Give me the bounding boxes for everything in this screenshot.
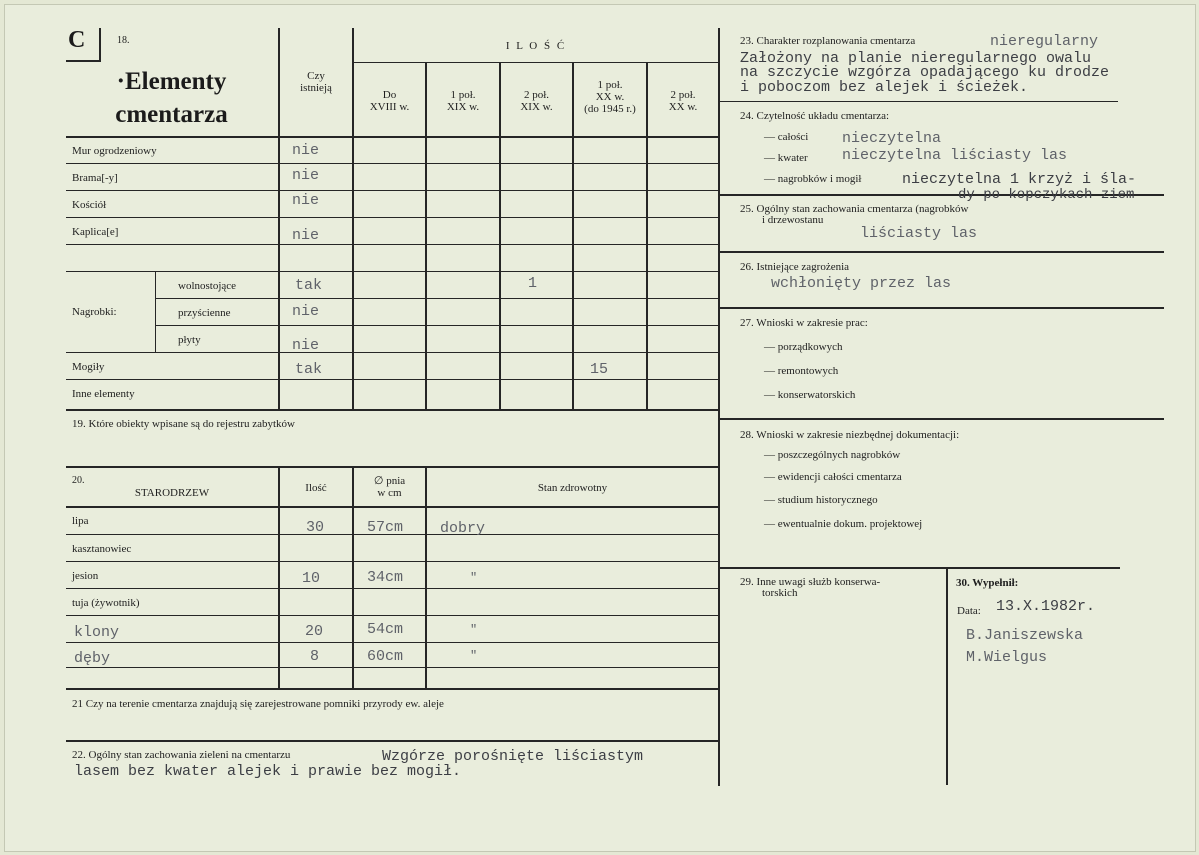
period-header: 2 poł. XX w.: [668, 89, 698, 113]
tree-stan: ": [470, 649, 478, 663]
q24-item-label: — kwater: [764, 152, 808, 164]
q30-name: B.Janiszewska: [966, 627, 1084, 644]
divider: [66, 244, 718, 245]
q28-label: 28. Wnioski w zakresie niezbędnej dokumentacji:: [740, 429, 960, 441]
q23-line3: i poboczom bez alejek i ścieżek.: [740, 79, 1029, 96]
element-label: Mur ogrodzeniowy: [72, 145, 157, 157]
q22-line1: Wzgórze porośnięte liściastym: [382, 748, 644, 765]
tree-name: kasztanowiec: [72, 543, 132, 555]
period-header: 2 poł. XIX w.: [520, 89, 553, 113]
period-header: 1 poł. XX w. (do 1945 r.): [584, 79, 636, 115]
tree-ilosc: 10: [302, 570, 321, 587]
divider: [425, 62, 427, 410]
divider: [66, 642, 718, 643]
tree-pnia: 54cm: [367, 621, 404, 638]
divider: [66, 190, 718, 191]
exists-value: nie: [292, 142, 320, 159]
divider: [720, 567, 1120, 569]
section-number: 18.: [117, 35, 130, 46]
divider: [66, 561, 718, 562]
divider: [66, 506, 718, 508]
divider: [66, 688, 718, 690]
divider: [946, 567, 948, 785]
divider: [155, 325, 718, 326]
count-value: 15: [590, 361, 609, 378]
tree-ilosc: 8: [310, 648, 320, 665]
col-pnia: ∅ pnia w cm: [373, 475, 406, 499]
divider: [720, 251, 1164, 253]
tree-pnia: 34cm: [367, 569, 404, 586]
q30-date-label: Data:: [957, 605, 981, 617]
q27-item: — konserwatorskich: [764, 389, 856, 401]
q24-label: 24. Czytelność układu cmentarza:: [740, 110, 890, 122]
q21-label: 21 Czy na terenie cmentarza znajdują się zarejestrowane pomniki przyrody ew. aleje: [72, 698, 444, 710]
q20-number: 20.: [72, 475, 85, 486]
divider: [499, 62, 501, 410]
tree-name: tuja (żywotnik): [72, 597, 140, 609]
q28-item: — ewidencji całości cmentarza: [764, 471, 902, 483]
divider: [66, 379, 718, 380]
col-ilosc: Ilość: [305, 482, 327, 494]
tree-ilosc: 20: [305, 623, 324, 640]
q23-answer: nieregularny: [990, 33, 1099, 50]
element-label: Inne elementy: [72, 388, 135, 400]
q27-item: — porządkowych: [764, 341, 843, 353]
element-label: Brama[-y]: [72, 172, 118, 184]
q30-date: 13.X.1982r.: [996, 598, 1096, 615]
divider: [66, 667, 718, 668]
nagrobki-label: Nagrobki:: [72, 306, 117, 318]
q23-label: 23. Charakter rozplanowania cmentarza: [740, 35, 916, 47]
exists-value: nie: [292, 192, 320, 209]
divider: [352, 466, 354, 688]
exists-value: tak: [295, 361, 323, 378]
q23-line1: Założony na planie nieregularnego owalu: [740, 50, 1092, 67]
q25-label: 25. Ogólny stan zachowania cmentarza (nagrobków: [740, 203, 969, 215]
tree-name: klony: [74, 624, 120, 641]
period-header: Do XVIII w.: [369, 89, 410, 113]
exists-value: tak: [295, 277, 323, 294]
q20-title: STARODRZEW: [134, 487, 210, 499]
q24-item-label: — nagrobków i mogił: [764, 173, 862, 185]
tree-name: lipa: [72, 515, 89, 527]
tree-stan: ": [470, 623, 478, 637]
element-label: przyścienne: [178, 307, 231, 319]
tree-stan: dobry: [440, 520, 486, 537]
q22-label: 22. Ogólny stan zachowania zieleni na cmentarzu: [72, 749, 291, 761]
q23-line2: na szczycie wzgórza opadającego ku drodze: [740, 64, 1110, 81]
divider: [66, 466, 718, 468]
element-label: Mogiły: [72, 361, 105, 373]
divider: [66, 352, 718, 353]
q24-item-value: nieczytelna liściasty las: [842, 147, 1068, 164]
exists-header: Czy istnieją: [300, 70, 332, 94]
divider: [66, 271, 718, 272]
title-line2: cmentarza: [115, 101, 228, 128]
quantity-header: I L O Ś Ć: [505, 40, 567, 52]
tree-ilosc: 30: [306, 519, 325, 536]
q27-label: 27. Wnioski w zakresie prac:: [740, 317, 868, 329]
q19-label: 19. Które obiekty wpisane są do rejestru zabytków: [72, 418, 295, 430]
q28-item: — ewentualnie dokum. projektowej: [764, 518, 923, 530]
divider: [99, 28, 101, 62]
element-label: Kościół: [72, 199, 107, 211]
divider: [718, 28, 720, 786]
q28-item: — poszczególnych nagrobków: [764, 449, 901, 461]
exists-value: nie: [292, 167, 320, 184]
divider: [720, 101, 1118, 102]
q24-item-value: nieczytelna: [842, 130, 942, 147]
section-letter: C: [68, 27, 86, 53]
divider: [66, 60, 100, 62]
exists-value: nie: [292, 227, 320, 244]
q30-name: M.Wielgus: [966, 649, 1048, 666]
divider: [66, 588, 718, 589]
q26-value: wchłonięty przez las: [771, 275, 952, 292]
divider: [720, 307, 1164, 309]
q29-label-cont: torskich: [762, 587, 798, 599]
q25-value: liściasty las: [860, 225, 978, 242]
divider: [425, 466, 427, 688]
divider: [66, 615, 718, 616]
period-header: 1 poł. XIX w.: [446, 89, 480, 113]
divider: [646, 62, 648, 410]
q22-line2: lasem bez kwater alejek i prawie bez mogił.: [74, 763, 462, 780]
q26-label: 26. Istniejące zagrożenia: [740, 261, 850, 273]
divider: [155, 298, 718, 299]
divider: [278, 466, 280, 688]
divider: [66, 409, 718, 411]
tree-pnia: 57cm: [367, 519, 404, 536]
q24-item-value: nieczytelna 1 krzyż i śla-: [902, 171, 1137, 188]
tree-stan: ": [470, 571, 478, 585]
q24-item-label: — całości: [764, 131, 809, 143]
divider: [66, 163, 718, 164]
col-stan: Stan zdrowotny: [537, 482, 608, 494]
divider: [352, 62, 718, 63]
q28-item: — studium historycznego: [764, 494, 878, 506]
exists-value: nie: [292, 303, 320, 320]
q29-label: 29. Inne uwagi służb konserwa-: [740, 576, 881, 588]
count-value: 1: [528, 275, 538, 292]
element-label: Kaplica[e]: [72, 226, 119, 238]
tree-pnia: 60cm: [367, 648, 404, 665]
q25-label-cont: i drzewostanu: [762, 214, 824, 226]
divider: [155, 271, 156, 352]
title-line1: ·Elementy: [116, 68, 227, 95]
q24-cont: dy po kopczykach ziem: [958, 187, 1135, 203]
divider: [66, 136, 718, 138]
element-label: wolnostojące: [178, 280, 237, 292]
element-label: płyty: [178, 334, 201, 346]
exists-value: nie: [292, 337, 320, 354]
tree-name: jesion: [72, 570, 99, 582]
tree-name: dęby: [74, 650, 111, 667]
divider: [66, 740, 718, 742]
divider: [720, 418, 1164, 420]
q27-item: — remontowych: [764, 365, 839, 377]
divider: [66, 217, 718, 218]
q30-label: 30. Wypełnił:: [956, 577, 1019, 589]
